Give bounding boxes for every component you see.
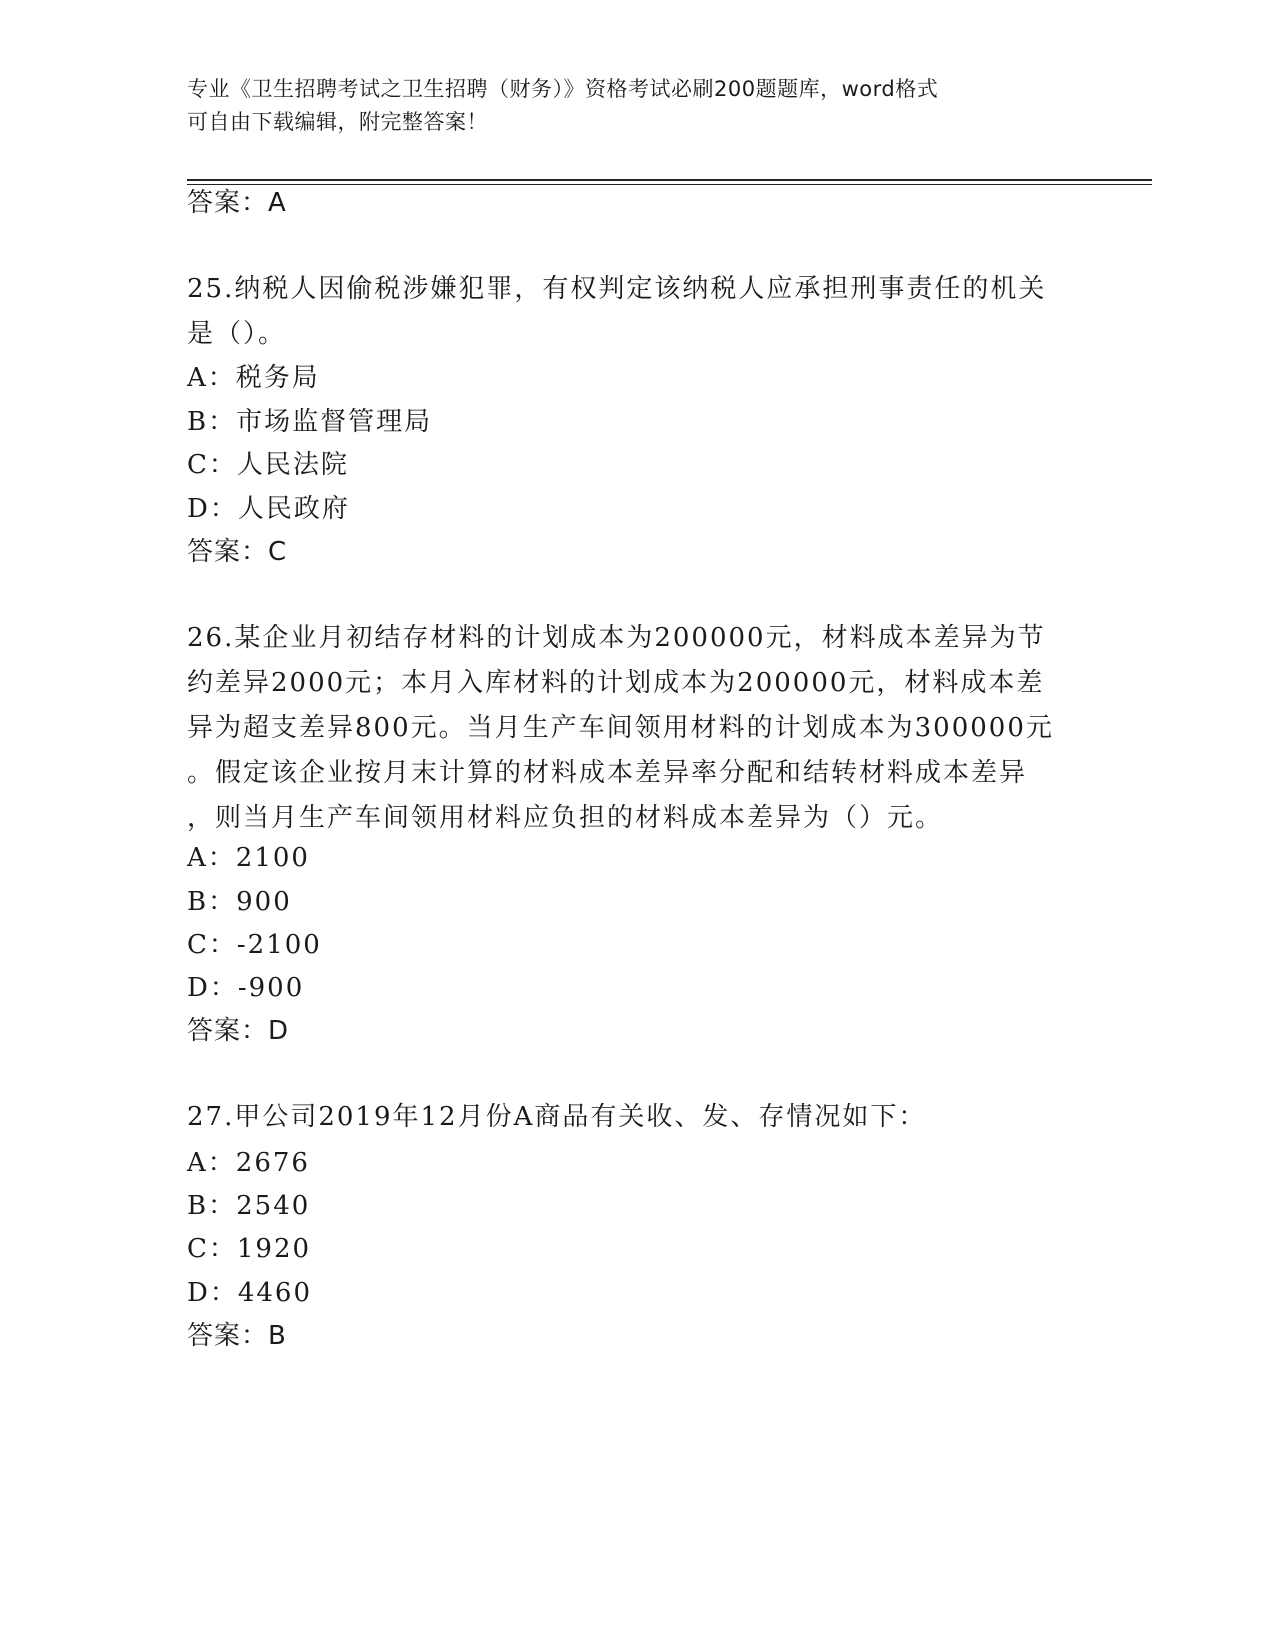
question-25-text xyxy=(187,267,1087,357)
question-line: 。假定该企业按月末计算的材料成本差异率分配和结转材料成本差异 xyxy=(187,758,1028,788)
question-25-option-b: B：市场监督管理局 xyxy=(187,407,433,437)
question-25-option-a: A：税务局 xyxy=(187,363,320,393)
question-line: 异为超支差异800元。当月生产车间领用材料的计划成本为300000元 xyxy=(187,713,1054,743)
question-line: ，则当月生产车间领用材料应负担的材料成本差异为（）元。 xyxy=(187,803,944,833)
header-line-1: 专业《卫生招聘考试之卫生招聘（财务）》资格考试必刷200题题库，word格式 xyxy=(187,77,939,101)
question-25-answer: 答案：C xyxy=(187,537,288,567)
answer-prev: 答案：A xyxy=(187,188,287,218)
question-26-option-c: C：-2100 xyxy=(187,930,322,960)
question-27-answer: 答案：B xyxy=(187,1321,287,1351)
document-header xyxy=(187,73,1087,139)
question-27-option-c: C：1920 xyxy=(187,1234,312,1264)
question-27-text xyxy=(187,1095,1087,1140)
question-line: 27.甲公司2019年12月份A商品有关收、发、存情况如下： xyxy=(187,1102,927,1132)
question-27-option-a: A：2676 xyxy=(187,1148,310,1178)
question-26-answer: 答案：D xyxy=(187,1016,290,1046)
question-27-option-b: B：2540 xyxy=(187,1191,311,1221)
question-25-option-d: D：人民政府 xyxy=(187,494,350,524)
question-27-option-d: D：4460 xyxy=(187,1278,313,1308)
question-line: 是（）。 xyxy=(187,319,287,349)
header-line-2: 可自由下载编辑，附完整答案！ xyxy=(187,110,488,134)
question-26-option-a: A：2100 xyxy=(187,843,310,873)
question-26-option-b: B：900 xyxy=(187,887,292,917)
question-line: 25.纳税人因偷税涉嫌犯罪，有权判定该纳税人应承担刑事责任的机关 xyxy=(187,274,1047,304)
question-line: 约差异2000元；本月入库材料的计划成本为200000元，材料成本差 xyxy=(187,668,1045,698)
question-25-option-c: C：人民法院 xyxy=(187,450,349,480)
header-divider xyxy=(187,179,1152,185)
question-26-text xyxy=(187,616,1087,841)
question-26-option-d: D：-900 xyxy=(187,973,305,1003)
question-line: 26.某企业月初结存材料的计划成本为200000元，材料成本差异为节 xyxy=(187,623,1046,653)
